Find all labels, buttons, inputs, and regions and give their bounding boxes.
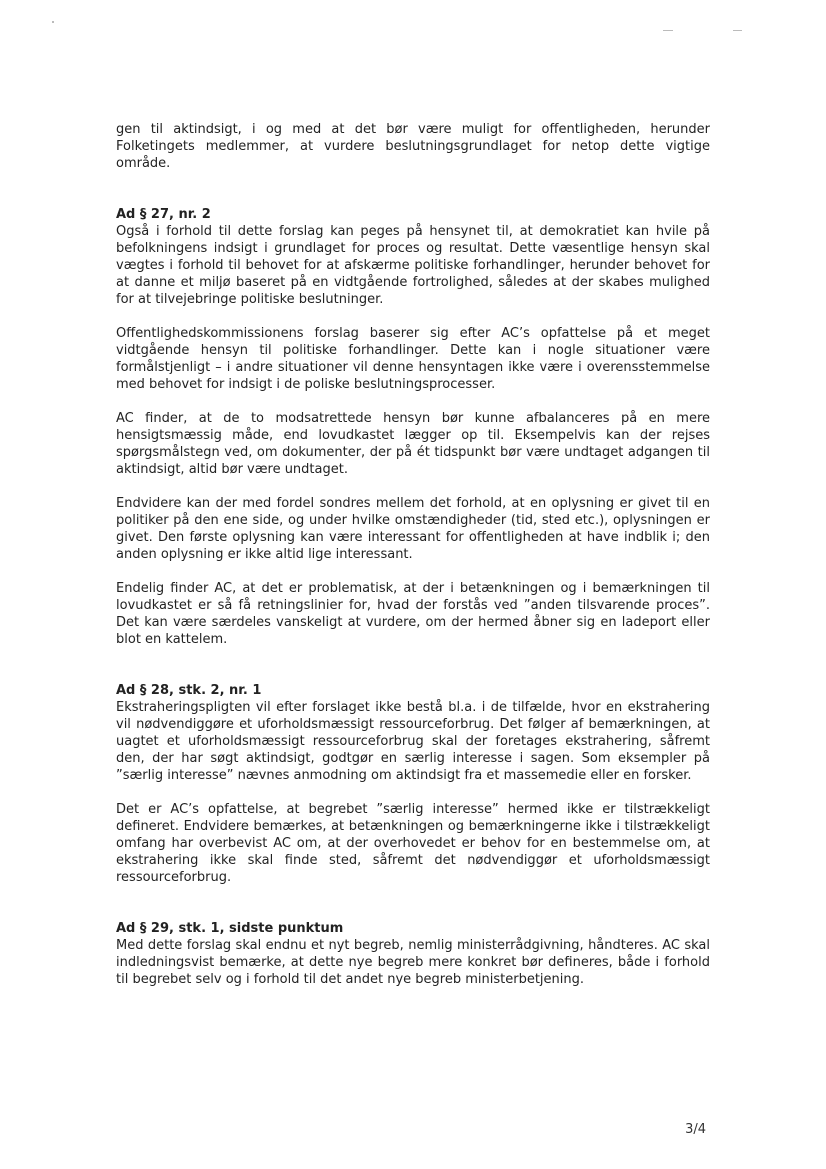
section-27 (116, 206, 710, 648)
section-heading: Ad § 27, nr. 2 (116, 207, 211, 222)
scan-speck (733, 30, 742, 31)
body-paragraph: Endvidere kan der med fordel sondres mellem det forhold, at en oplysning er givet til en politiker på den ene side, og under hvilke omstændigheder (tid, sted etc.), oplysningen er givet. Den første oplysning kan være interessant for offentligheden at have indblik i; den anden oplysning er ikke altid lige interessant. (116, 496, 710, 562)
intro-paragraph: gen til aktindsigt, i og med at det bør være muligt for offentligheden, herunder Folketingets medlemmer, at vurdere beslutningsgrundlaget for netop dette vigtige område. (116, 122, 710, 171)
section-heading: Ad § 28, stk. 2, nr. 1 (116, 683, 262, 698)
body-paragraph: Offentlighedskommissionens forslag baserer sig efter AC’s opfattelse på et meget vidtgående hensyn til politiske forhandlinger. Dette kan i nogle situationer være formålstjenligt – i andre situationer vil denne hensyntagen ikke være i overensstemmelse med behovet for indsigt i de poliske beslutningsprocesser. (116, 326, 710, 392)
body-paragraph: Endelig finder AC, at det er problematisk, at der i betænkningen og i bemærkningen til lovudkastet er så få retningslinier for, hvad der forstås ved ”anden tilsvarende proces”. Det kan være særdeles vanskeligt at vurdere, om der hermed åbner sig en ladeport eller blot en kattelem. (116, 581, 710, 647)
section-28 (116, 682, 710, 886)
scan-speck (52, 21, 54, 23)
body-paragraph: Også i forhold til dette forslag kan peges på hensynet til, at demokratiet kan hvile på befolkningens indsigt i grundlaget for proces og resultat. Dette væsentlige hensyn skal vægtes i forhold til behovet for at afskærme politiske forhandlinger, herunder behovet for at danne et miljø baseret på en vidtgående fortrolighed, således at der skabes mulighed for at tilvejebringe politiske beslutninger. (116, 224, 710, 307)
body-paragraph: AC finder, at de to modsatrettede hensyn bør kunne afbalanceres på en mere hensigtsmæssig måde, end lovudkastet lægger op til. Eksempelvis kan der rejses spørgsmålstegn ved, om dokumenter, der på ét tidspunkt bør være undtaget adgangen til aktindsigt, altid bør være undtaget. (116, 411, 710, 477)
section-29 (116, 920, 710, 988)
section-heading: Ad § 29, stk. 1, sidste punktum (116, 921, 344, 936)
page-number: 3/4 (685, 1122, 706, 1137)
document-body (116, 121, 710, 1005)
body-paragraph: Med dette forslag skal endnu et nyt begreb, nemlig ministerrådgivning, håndteres. AC skal indledningsvist bemærke, at dette nye begreb mere konkret bør defineres, både i forhold til begrebet selv og i forhold til det andet nye begreb ministerbetjening. (116, 938, 710, 987)
body-paragraph: Det er AC’s opfattelse, at begrebet ”særlig interesse” hermed ikke er tilstrækkeligt defineret. Endvidere bemærkes, at betænkningen og bemærkningerne ikke i tilstrækkeligt omfang har overbevist AC om, at der overhovedet er behov for en bestemmelse om, at ekstrahering ikke skal finde sted, såfremt det nødvendiggør et uforholdsmæssigt ressourceforbrug. (116, 802, 710, 885)
scan-speck (663, 30, 673, 31)
body-paragraph: Ekstraheringspligten vil efter forslaget ikke bestå bl.a. i de tilfælde, hvor en ekstrahering vil nødvendiggøre et uforholdsmæssigt ressourceforbrug. Det følger af bemærkningen, at uagtet et uforholdsmæssigt ressourceforbrug skal der foretages ekstrahering, såfremt den, der har søgt aktindsigt, godtgør en særlig interesse i sagen. Som eksempler på ”særlig interesse” nævnes anmodning om aktindsigt fra et massemedie eller en forsker. (116, 700, 710, 783)
